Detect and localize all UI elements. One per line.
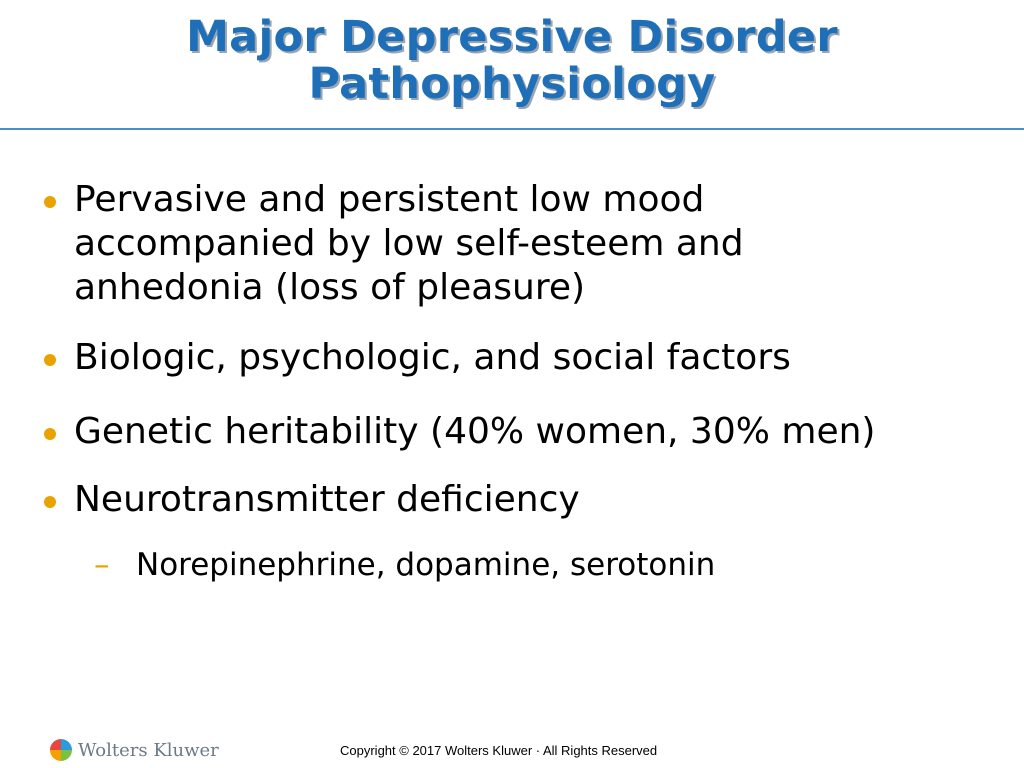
title-divider [0, 128, 1024, 130]
slide-title-line-2: Pathophysiology [308, 59, 716, 109]
bullet-text: Genetic heritability (40% women, 30% men) [74, 411, 876, 452]
bullet-text: Biologic, psychologic, and social factors [74, 337, 791, 378]
dash-marker: – [94, 547, 110, 583]
slide-title-line-1: Major Depressive Disorder [186, 12, 838, 62]
slide-title [0, 14, 1024, 108]
wolters-kluwer-logo [50, 738, 219, 762]
bullet-dot-icon [44, 354, 56, 366]
bullet-text: Pervasive and persistent low mood accompanied by low self-esteem and anhedonia (loss of pleasure) [74, 179, 744, 308]
copyright-notice: Copyright © 2017 Wolters Kluwer · All Rights Reserved [340, 743, 658, 758]
sub-bullet-text: Norepinephrine, dopamine, serotonin [136, 547, 716, 583]
logo-icon [50, 739, 72, 761]
bullet-text: Neurotransmitter deficiency [74, 479, 580, 520]
bullet-dot-icon [44, 428, 56, 440]
bullet-dot-icon [44, 496, 56, 508]
logo-text: Wolters Kluwer [78, 739, 219, 761]
bullet-dot-icon [44, 196, 56, 208]
